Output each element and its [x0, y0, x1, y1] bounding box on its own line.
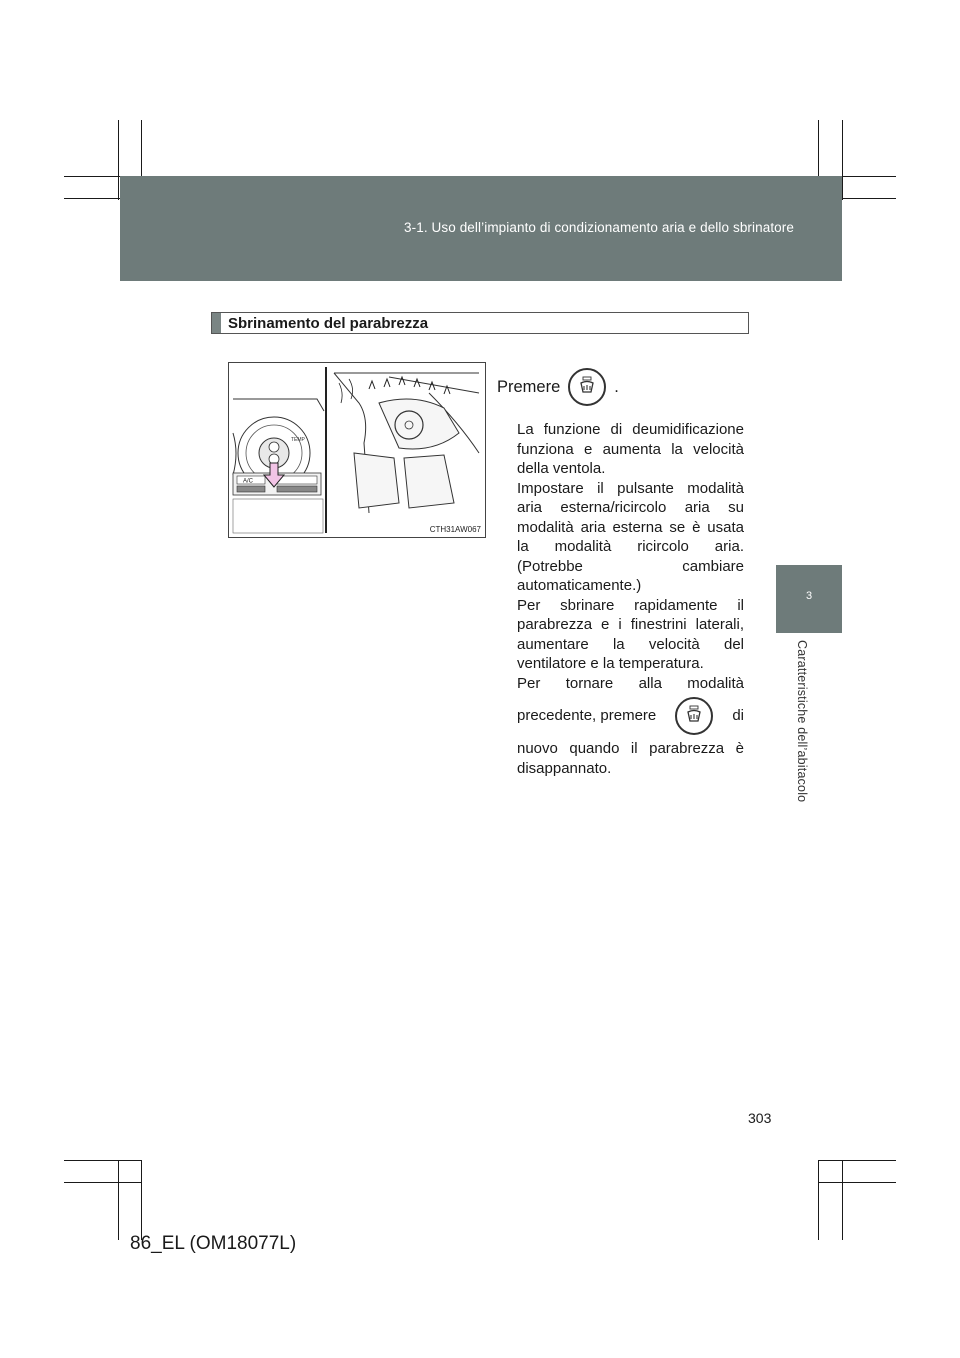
- crop-mark: [118, 120, 119, 200]
- paragraph: Per tornare alla modalità: [517, 674, 744, 692]
- windshield-defroster-icon: [677, 699, 711, 733]
- page-number: 303: [748, 1110, 772, 1126]
- chapter-number: 3: [805, 590, 813, 602]
- instruction-line: [497, 367, 619, 407]
- section-heading-text: Sbrinamento del parabrezza: [228, 315, 429, 332]
- paragraph: nuovo quando il parabrezza è disappannato.: [517, 740, 744, 777]
- inline-text-before: precedente, premere: [517, 707, 657, 725]
- crop-mark: [64, 1160, 142, 1161]
- section-breadcrumb: 3-1. Uso dell’impianto di condizionamento aria e dello sbrinatore: [404, 220, 794, 235]
- instruction-text: Premere: [497, 377, 561, 396]
- dashboard-illustration: [229, 363, 485, 537]
- heading-accent-bar: [212, 313, 221, 333]
- crop-mark: [118, 1160, 119, 1240]
- inline-text-after: di: [732, 707, 744, 725]
- crop-mark: [842, 120, 843, 200]
- document-code: 86_EL (OM18077L): [130, 1233, 297, 1254]
- paragraph: Per sbrinare rapidamente il parabrezza e i finestrini laterali, aumentare la velocità del ventilatore e la temperatura.: [517, 596, 744, 672]
- figure-code: CTH31AW067: [429, 525, 481, 534]
- header-band: [120, 176, 842, 281]
- illustration-figure: [228, 362, 486, 538]
- chapter-label: Caratteristiche dell’abitacolo: [795, 640, 809, 803]
- paragraph: Impostare il pulsante modalità aria esterna/ricircolo aria su modalità aria esterna se è usata la modalità ricircolo aria. (Potrebbe cambiare automaticamente.): [517, 479, 744, 594]
- temp-label: TEMP: [291, 437, 305, 443]
- ac-label: A/C: [243, 478, 254, 485]
- chapter-tab: [776, 565, 842, 633]
- crop-mark: [818, 1160, 896, 1161]
- section-heading: [211, 312, 749, 334]
- crop-mark: [141, 1160, 142, 1240]
- inline-button-line: [517, 693, 744, 739]
- crop-mark: [818, 1160, 819, 1240]
- crop-mark: [818, 1182, 896, 1183]
- instruction-period: .: [614, 377, 619, 396]
- defroster-button-icon: [568, 368, 606, 406]
- body-text: [517, 420, 744, 778]
- defroster-button-icon: [675, 697, 713, 735]
- crop-mark: [64, 1182, 142, 1183]
- windshield-defroster-icon: [570, 370, 604, 404]
- crop-mark: [842, 1160, 843, 1240]
- paragraph: La funzione di deumidificazione funziona e aumenta la velocità della ventola.: [517, 421, 744, 477]
